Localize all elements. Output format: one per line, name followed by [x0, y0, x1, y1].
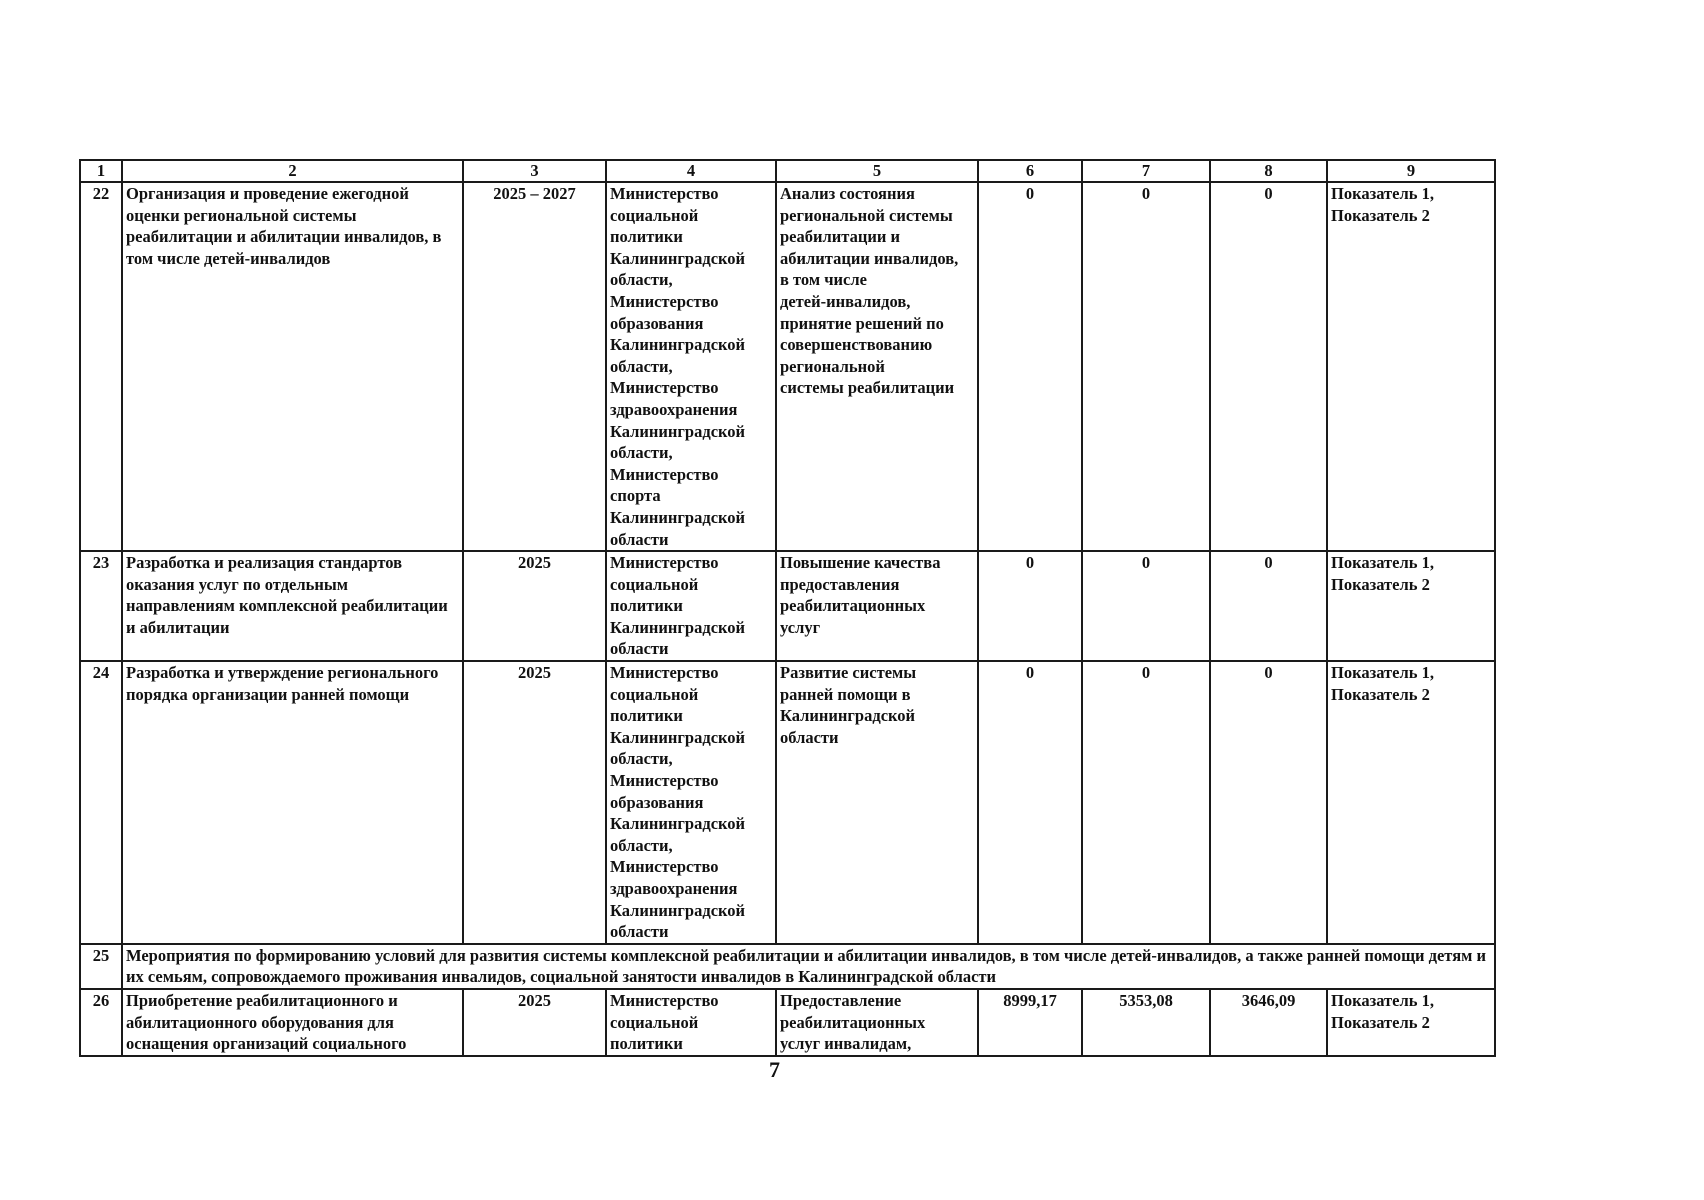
activity-name: Организация и проведение ежегодной оценки региональной системы реабилитации и абилитации инвалидов, в том числе детей-инвалидов — [122, 182, 463, 551]
result-cell: Повышение качества предоставления реабилитационных услуг — [776, 551, 978, 661]
value-col8: 3646,09 — [1210, 989, 1327, 1056]
plan-table — [79, 159, 1496, 1057]
responsible-cell: Министерство социальной политики Калининградской области, Министерство образования Калининградской области, Министерство здравоохранения Калининградской области — [606, 661, 776, 944]
period-cell: 2025 – 2027 — [463, 182, 606, 551]
row-number: 24 — [80, 661, 122, 944]
table-row — [80, 661, 1495, 944]
table-row — [80, 551, 1495, 661]
header-cell-8: 8 — [1210, 160, 1327, 182]
value-col7: 0 — [1082, 661, 1210, 944]
period-cell: 2025 — [463, 551, 606, 661]
row-number: 26 — [80, 989, 122, 1056]
responsible-cell: Министерство социальной политики Калининградской области, Министерство образования Калининградской области, Министерство здравоохранения Калининградской области, Министерство спорта Калининградской области — [606, 182, 776, 551]
header-cell-1: 1 — [80, 160, 122, 182]
result-cell: Развитие системы ранней помощи в Калининградской области — [776, 661, 978, 944]
header-cell-5: 5 — [776, 160, 978, 182]
value-col7: 5353,08 — [1082, 989, 1210, 1056]
row-number: 25 — [80, 944, 122, 989]
row-number: 23 — [80, 551, 122, 661]
indicators-cell: Показатель 1, Показатель 2 — [1327, 989, 1495, 1056]
result-cell: Предоставление реабилитационных услуг инвалидам, — [776, 989, 978, 1056]
header-cell-2: 2 — [122, 160, 463, 182]
indicators-cell: Показатель 1, Показатель 2 — [1327, 551, 1495, 661]
header-cell-4: 4 — [606, 160, 776, 182]
value-col8: 0 — [1210, 182, 1327, 551]
responsible-cell: Министерство социальной политики Калининградской области — [606, 551, 776, 661]
row-number: 22 — [80, 182, 122, 551]
value-col8: 0 — [1210, 551, 1327, 661]
header-row — [80, 160, 1495, 182]
section-row — [80, 944, 1495, 989]
activity-name: Приобретение реабилитационного и абилитационного оборудования для оснащения организаций социального — [122, 989, 463, 1056]
responsible-cell: Министерство социальной политики — [606, 989, 776, 1056]
value-col6: 0 — [978, 182, 1082, 551]
section-title: Мероприятия по формированию условий для развития системы комплексной реабилитации и абилитации инвалидов, в том числе детей-инвалидов, а также ранней помощи детям и их семьям, сопровождаемого проживания инвалидов, социальной занятости инвалидов в Калининградской области — [122, 944, 1495, 989]
header-cell-9: 9 — [1327, 160, 1495, 182]
activity-name: Разработка и утверждение регионального порядка организации ранней помощи — [122, 661, 463, 944]
indicators-cell: Показатель 1, Показатель 2 — [1327, 182, 1495, 551]
value-col6: 0 — [978, 661, 1082, 944]
value-col6: 8999,17 — [978, 989, 1082, 1056]
page-number: 7 — [769, 1057, 780, 1082]
value-col8: 0 — [1210, 661, 1327, 944]
value-col6: 0 — [978, 551, 1082, 661]
indicators-cell: Показатель 1, Показатель 2 — [1327, 661, 1495, 944]
table-row — [80, 182, 1495, 551]
value-col7: 0 — [1082, 551, 1210, 661]
result-cell: Анализ состояния региональной системы реабилитации и абилитации инвалидов, в том числе детей-инвалидов, принятие решений по совершенствованию региональной системы реабилитации — [776, 182, 978, 551]
header-cell-7: 7 — [1082, 160, 1210, 182]
activity-name: Разработка и реализация стандартов оказания услуг по отдельным направлениям комплексной реабилитации и абилитации — [122, 551, 463, 661]
period-cell: 2025 — [463, 661, 606, 944]
header-cell-3: 3 — [463, 160, 606, 182]
header-cell-6: 6 — [978, 160, 1082, 182]
period-cell: 2025 — [463, 989, 606, 1056]
table-row — [80, 989, 1495, 1056]
value-col7: 0 — [1082, 182, 1210, 551]
